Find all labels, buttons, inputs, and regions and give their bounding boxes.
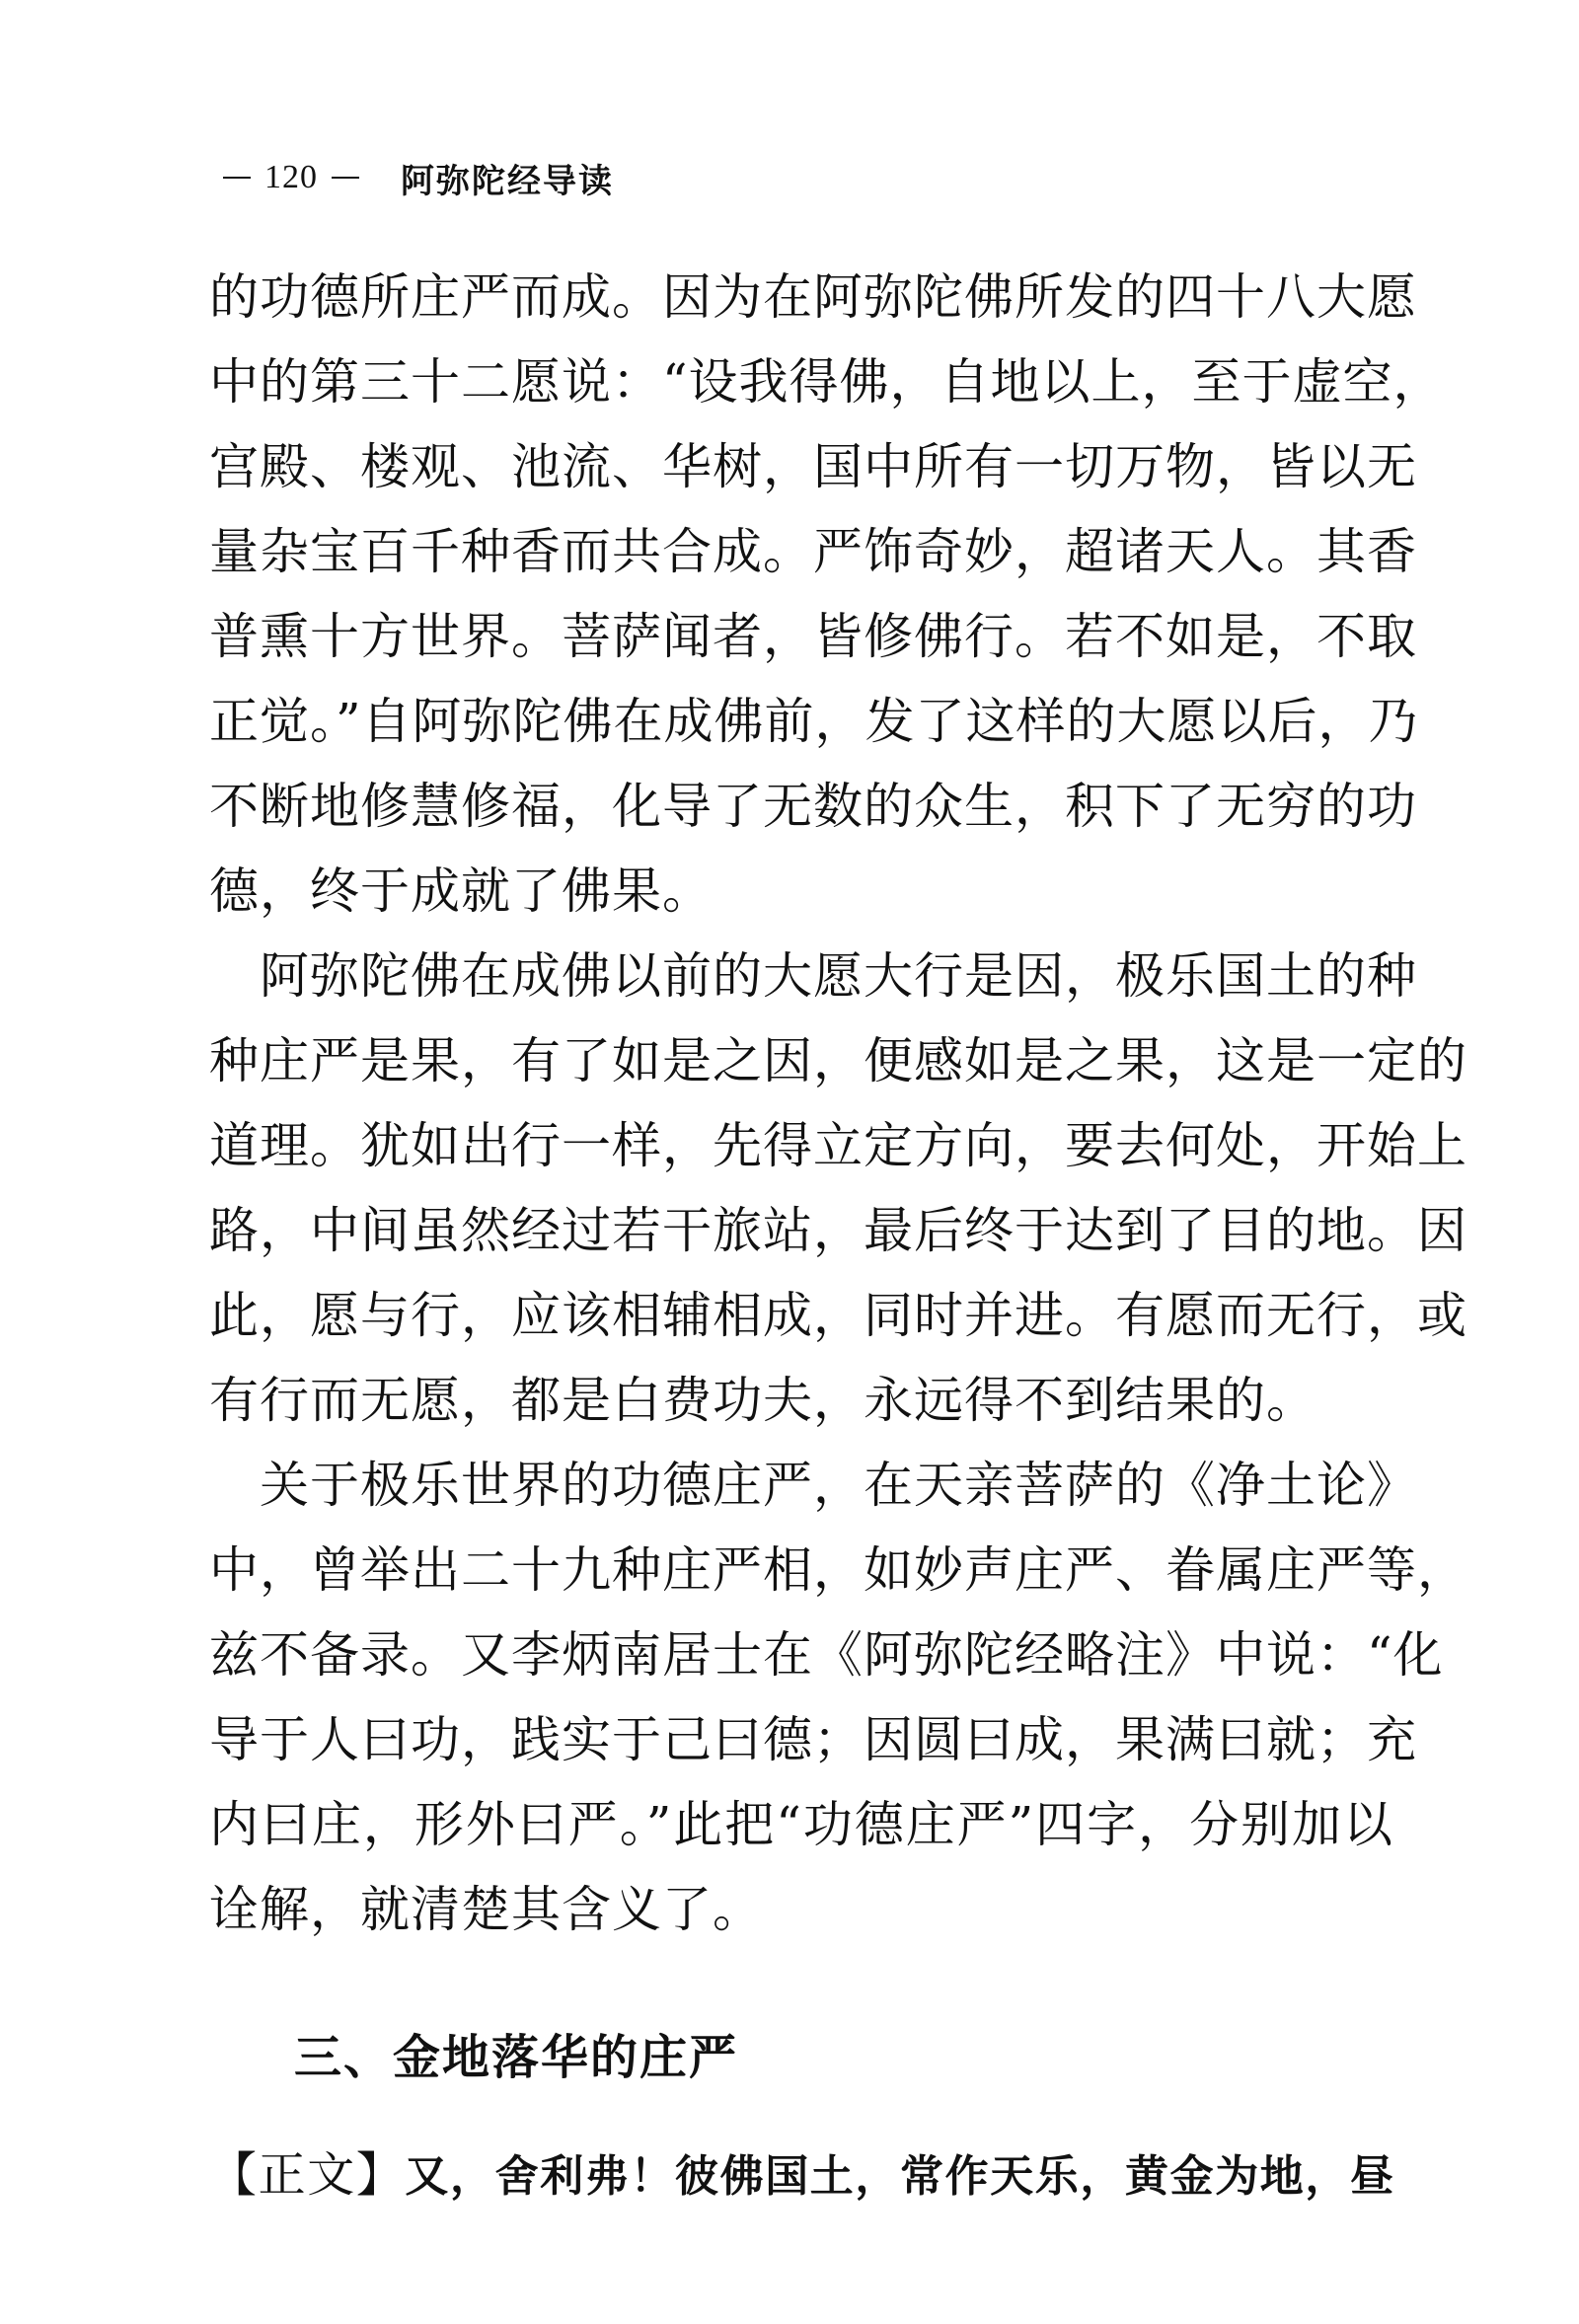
body-text [209, 255, 1467, 1952]
running-header [209, 148, 614, 207]
text-line: 关于极乐世界的功德庄严，在天亲菩萨的《净土论》 [209, 1457, 1417, 1514]
text-line: 不断地修慧修福，化导了无数的众生，积下了无穷的功 [209, 778, 1417, 835]
text-line: 种庄严是果，有了如是之因，便感如是之果，这是一定的 [209, 1032, 1467, 1089]
text-line: 导于人曰功，践实于己曰德；因圆曰成，果满曰就；充 [209, 1711, 1417, 1768]
text-line: 此，愿与行，应该相辅相成，同时并进。有愿而无行，或 [209, 1287, 1467, 1344]
paragraph-3 [209, 1443, 1467, 1952]
text-line: 道理。犹如出行一样，先得立定方向，要去何处，开始上 [209, 1117, 1467, 1174]
scripture-text: 又，舍利弗！彼佛国土，常作天乐，黄金为地，昼 [405, 2151, 1393, 2202]
text-line: 德，终于成就了佛果。 [209, 862, 713, 920]
text-line: 兹不备录。又李炳南居士在《阿弥陀经略注》中说：“化 [209, 1626, 1444, 1684]
paragraph-1 [209, 255, 1444, 934]
text-line: 中，曾举出二十九种庄严相，如妙声庄严、眷属庄严等， [209, 1541, 1467, 1599]
text-line: 中的第三十二愿说：“设我得佛，自地以上，至于虚空， [209, 353, 1444, 411]
text-line: 路，中间虽然经过若干旅站，最后终于达到了目的地。因 [209, 1202, 1467, 1259]
text-line: 有行而无愿，都是白费功夫，永远得不到结果的。 [209, 1372, 1316, 1429]
text-line: 内曰庄，形外曰严。”此把“功德庄严”四字，分别加以 [209, 1796, 1393, 1853]
header-dash-left [223, 177, 251, 179]
page-number: 120 [264, 159, 318, 195]
text-line: 诠解，就清楚其含义了。 [209, 1881, 763, 1938]
book-title: 阿弥陀经导读 [401, 161, 614, 201]
header-dash-right [332, 177, 359, 179]
text-line: 普熏十方世界。菩萨闻者，皆修佛行。若不如是，不取 [209, 608, 1417, 665]
text-line: 的功德所庄严而成。因为在阿弥陀佛所发的四十八大愿 [209, 268, 1417, 326]
section-heading: 三、金地落华的庄严 [294, 2030, 739, 2085]
text-line: 正觉。”自阿弥陀佛在成佛前，发了这样的大愿以后，乃 [209, 693, 1419, 750]
text-line: 阿弥陀佛在成佛以前的大愿大行是因，极乐国土的种 [209, 947, 1417, 1005]
text-line: 宫殿、楼观、池流、华树，国中所有一切万物，皆以无 [209, 438, 1417, 495]
scripture-line [209, 2136, 1393, 2214]
scripture-label: 【正文】 [209, 2147, 406, 2203]
paragraph-2 [209, 934, 1467, 1443]
text-line: 量杂宝百千种香而共合成。严饰奇妙，超诸天人。其香 [209, 523, 1417, 580]
